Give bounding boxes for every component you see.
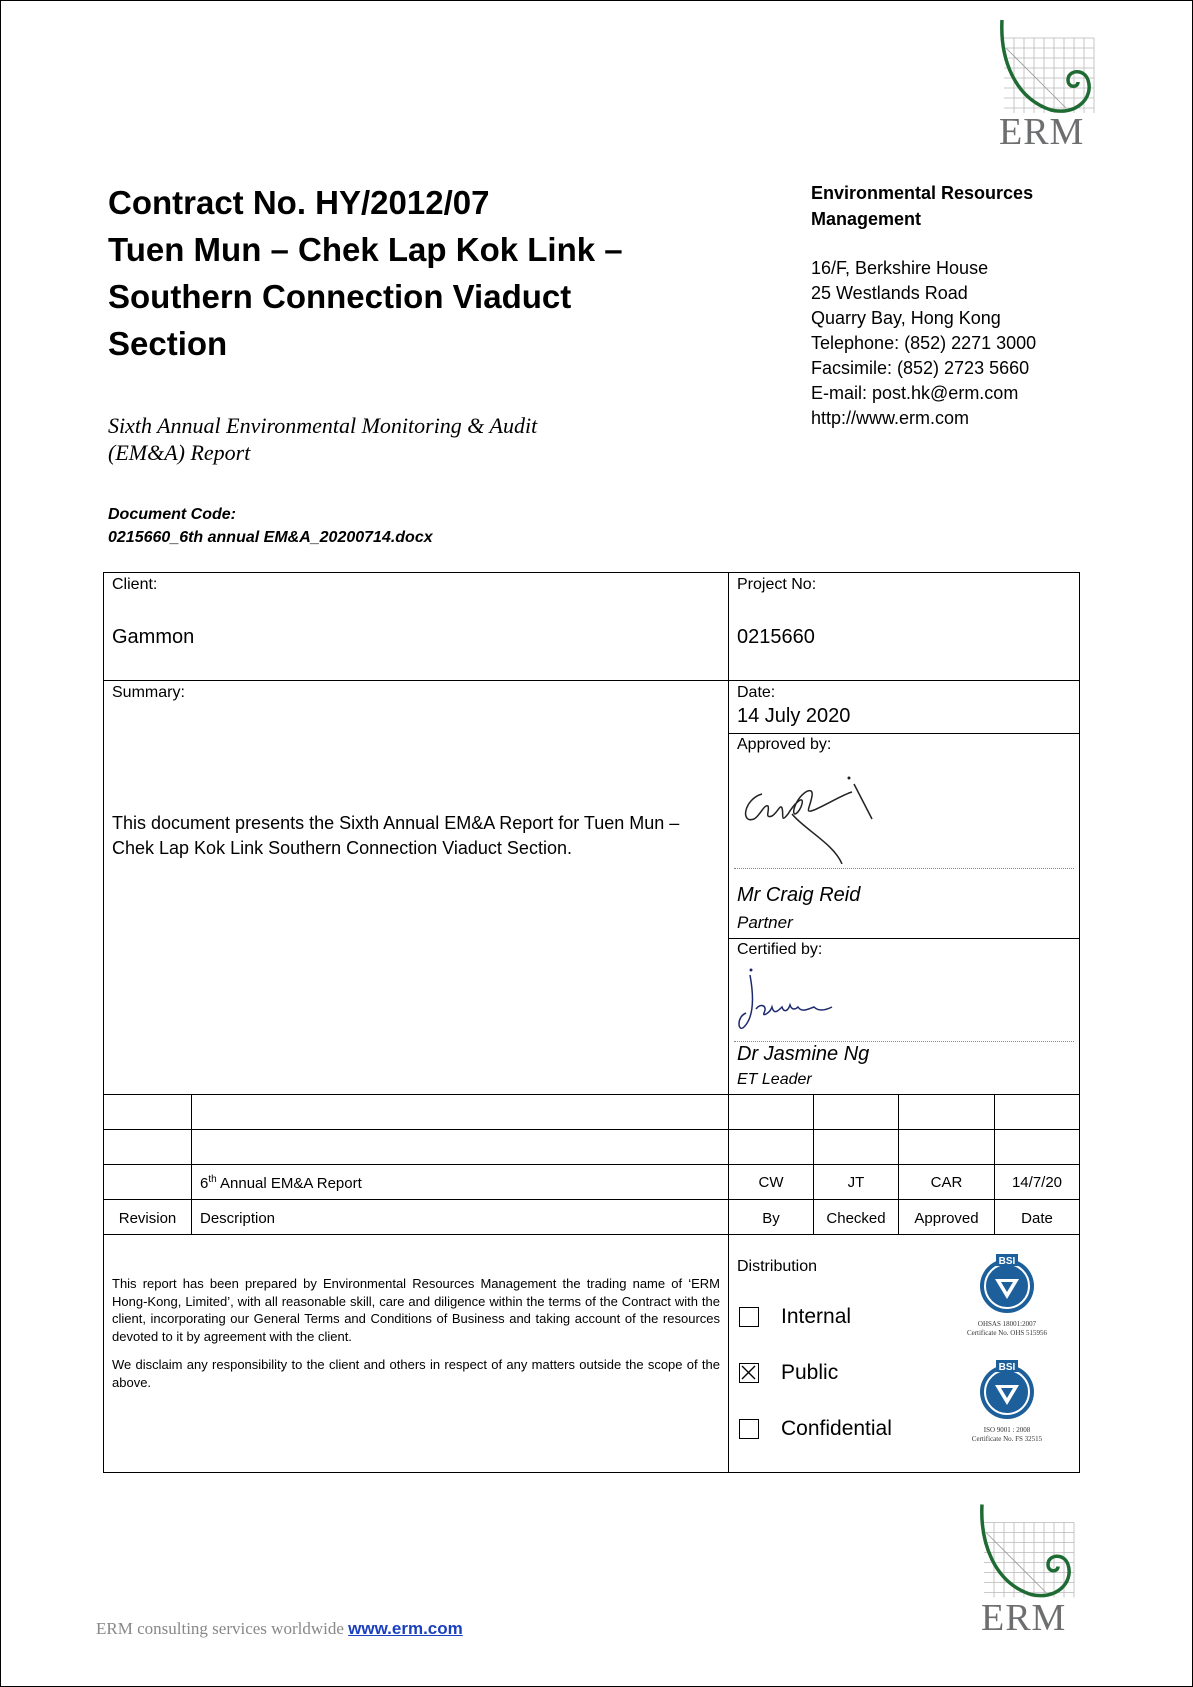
approver-signature-line [734, 868, 1074, 869]
rev-cell [103, 1129, 192, 1165]
address-line: 25 Westlands Road [811, 283, 968, 303]
project-label: Project No: [737, 576, 817, 593]
project-cell [728, 572, 1080, 681]
bsi-caption: Certificate No. OHS 515956 [966, 1329, 1048, 1337]
rev-cell [898, 1129, 995, 1165]
rev-header-cell [728, 1199, 814, 1235]
certifier-name: Dr Jasmine Ng [737, 1043, 870, 1065]
bsi-badge-text: BSI [998, 1256, 1016, 1267]
distribution-label: Distribution [737, 1258, 818, 1275]
document-code [108, 503, 433, 549]
rev-cell [813, 1129, 899, 1165]
certified-cell [728, 938, 1080, 1095]
certifier-signature [734, 967, 854, 1037]
subtitle-line: (EM&A) Report [108, 440, 251, 465]
report-title [108, 179, 728, 367]
title-line: Tuen Mun – Chek Lap Kok Link – [108, 231, 623, 268]
internal-label: Internal [781, 1305, 852, 1328]
rev-header-cell [898, 1199, 995, 1235]
rev-cell [191, 1129, 729, 1165]
rev-by-cell [728, 1164, 814, 1200]
bsi-caption: Certificate No. FS 32515 [971, 1435, 1043, 1443]
confidential-label: Confidential [781, 1417, 892, 1440]
approved-label: Approved by: [737, 736, 832, 753]
rev-cell [191, 1094, 729, 1130]
address-line: Facsimile: (852) 2723 5660 [811, 358, 1030, 378]
disclaimer-paragraph: We disclaim any responsibility to the client and others in respect of any matters outside the scope of the above. [112, 1357, 720, 1390]
disclaimer-paragraph: This report has been prepared by Environmental Resources Management the trading name of ‘ERM Hong-Kong, Limited’, with all reasonable skill, care and diligence within the terms of the Contract with the client, incorporating our General Terms and Conditions of Business and taking account of the resources devoted to it by agreement with the client. [112, 1276, 720, 1344]
certifier-title: ET Leader [737, 1071, 812, 1088]
address-line: http://www.erm.com [811, 408, 970, 428]
distribution-cell [728, 1234, 1080, 1473]
summary-cell [103, 680, 729, 1095]
internal-checkbox[interactable] [739, 1307, 759, 1327]
address-line: E-mail: post.hk@erm.com [811, 383, 1019, 403]
project-value: 0215660 [737, 626, 815, 648]
title-line: Section [108, 325, 228, 362]
bsi-caption: OHSAS 18001:2007 [977, 1320, 1037, 1328]
approver-title: Partner [737, 913, 793, 932]
rev-description: 6th Annual EM&A Report [200, 1174, 362, 1192]
erm-logo-top [996, 18, 1096, 153]
rev-header-approved: Approved [914, 1210, 979, 1227]
rev-header-checked: Checked [826, 1210, 886, 1227]
rev-approved-cell [898, 1164, 995, 1200]
company-name-line: Management [811, 209, 922, 229]
date-value: 14 July 2020 [737, 705, 851, 727]
footer-link[interactable]: www.erm.com [348, 1619, 463, 1638]
bsi-iso-badge [947, 1359, 1067, 1444]
footer [96, 1619, 463, 1639]
checked-x-icon [740, 1364, 757, 1381]
rev-cell [994, 1094, 1080, 1130]
rev-header-cell [103, 1199, 192, 1235]
company-name-line: Environmental Resources [811, 183, 1034, 203]
approved-cell [728, 733, 1080, 939]
client-value: Gammon [112, 626, 195, 648]
rev-header-by: By [762, 1210, 780, 1227]
rev-cell [103, 1094, 192, 1130]
rev-approved: CAR [930, 1174, 963, 1191]
client-label: Client: [112, 576, 158, 593]
approver-signature [734, 764, 894, 864]
title-line: Contract No. HY/2012/07 [108, 184, 490, 221]
document-code-label: Document Code: [108, 506, 236, 523]
public-label: Public [781, 1361, 839, 1384]
report-subtitle [108, 412, 668, 466]
company-name [811, 180, 1033, 232]
rev-cell [728, 1094, 814, 1130]
disclaimer-cell [103, 1234, 729, 1473]
summary-label: Summary: [112, 684, 185, 701]
date-label: Date: [737, 684, 776, 701]
rev-cell [898, 1094, 995, 1130]
address-line: Quarry Bay, Hong Kong [811, 308, 1001, 328]
erm-logo-text: ERM [981, 1597, 1067, 1639]
rev-checked-cell [813, 1164, 899, 1200]
address-line: 16/F, Berkshire House [811, 258, 989, 278]
rev-header-revision: Revision [118, 1210, 177, 1227]
rev-header-cell [813, 1199, 899, 1235]
erm-logo-icon [976, 1500, 1076, 1605]
bsi-icon [976, 1253, 1038, 1315]
rev-date-cell [994, 1164, 1080, 1200]
rev-header-description: Description [200, 1210, 276, 1227]
rev-header-cell [994, 1199, 1080, 1235]
rev-cell [994, 1129, 1080, 1165]
rev-cell [103, 1164, 192, 1200]
rev-checked: JT [847, 1174, 865, 1191]
title-line: Southern Connection Viaduct [108, 278, 572, 315]
rev-date: 14/7/20 [1011, 1174, 1063, 1191]
bsi-ohsas-badge [947, 1253, 1067, 1338]
client-cell [103, 572, 729, 681]
erm-logo-icon [996, 18, 1096, 118]
rev-cell [813, 1094, 899, 1130]
bsi-icon [976, 1359, 1038, 1421]
certified-label: Certified by: [737, 941, 823, 958]
rev-header-cell [191, 1199, 729, 1235]
footer-text: ERM consulting services worldwide [96, 1619, 349, 1638]
rev-by: CW [758, 1174, 784, 1191]
rev-header-date: Date [1021, 1210, 1053, 1227]
bsi-badge-text: BSI [998, 1362, 1016, 1373]
erm-logo-bottom [976, 1500, 1076, 1640]
rev-description-cell [191, 1164, 729, 1200]
erm-logo-text: ERM [999, 111, 1085, 153]
rev-cell [728, 1129, 814, 1165]
bsi-caption: ISO 9001 : 2008 [983, 1426, 1031, 1434]
date-cell [728, 680, 1080, 734]
confidential-checkbox[interactable] [739, 1419, 759, 1439]
company-address [811, 256, 1036, 431]
document-code-value: 0215660_6th annual EM&A_20200714.docx [108, 529, 433, 546]
certifier-signature-line [734, 1041, 1074, 1042]
subtitle-line: Sixth Annual Environmental Monitoring & Audit [108, 413, 538, 438]
summary-text: This document presents the Sixth Annual EM&A Report for Tuen Mun – Chek Lap Kok Link Southern Connection Viaduct Section. [112, 813, 680, 858]
address-line: Telephone: (852) 2271 3000 [811, 333, 1037, 353]
public-checkbox[interactable] [739, 1363, 759, 1383]
approver-name: Mr Craig Reid [737, 884, 861, 906]
